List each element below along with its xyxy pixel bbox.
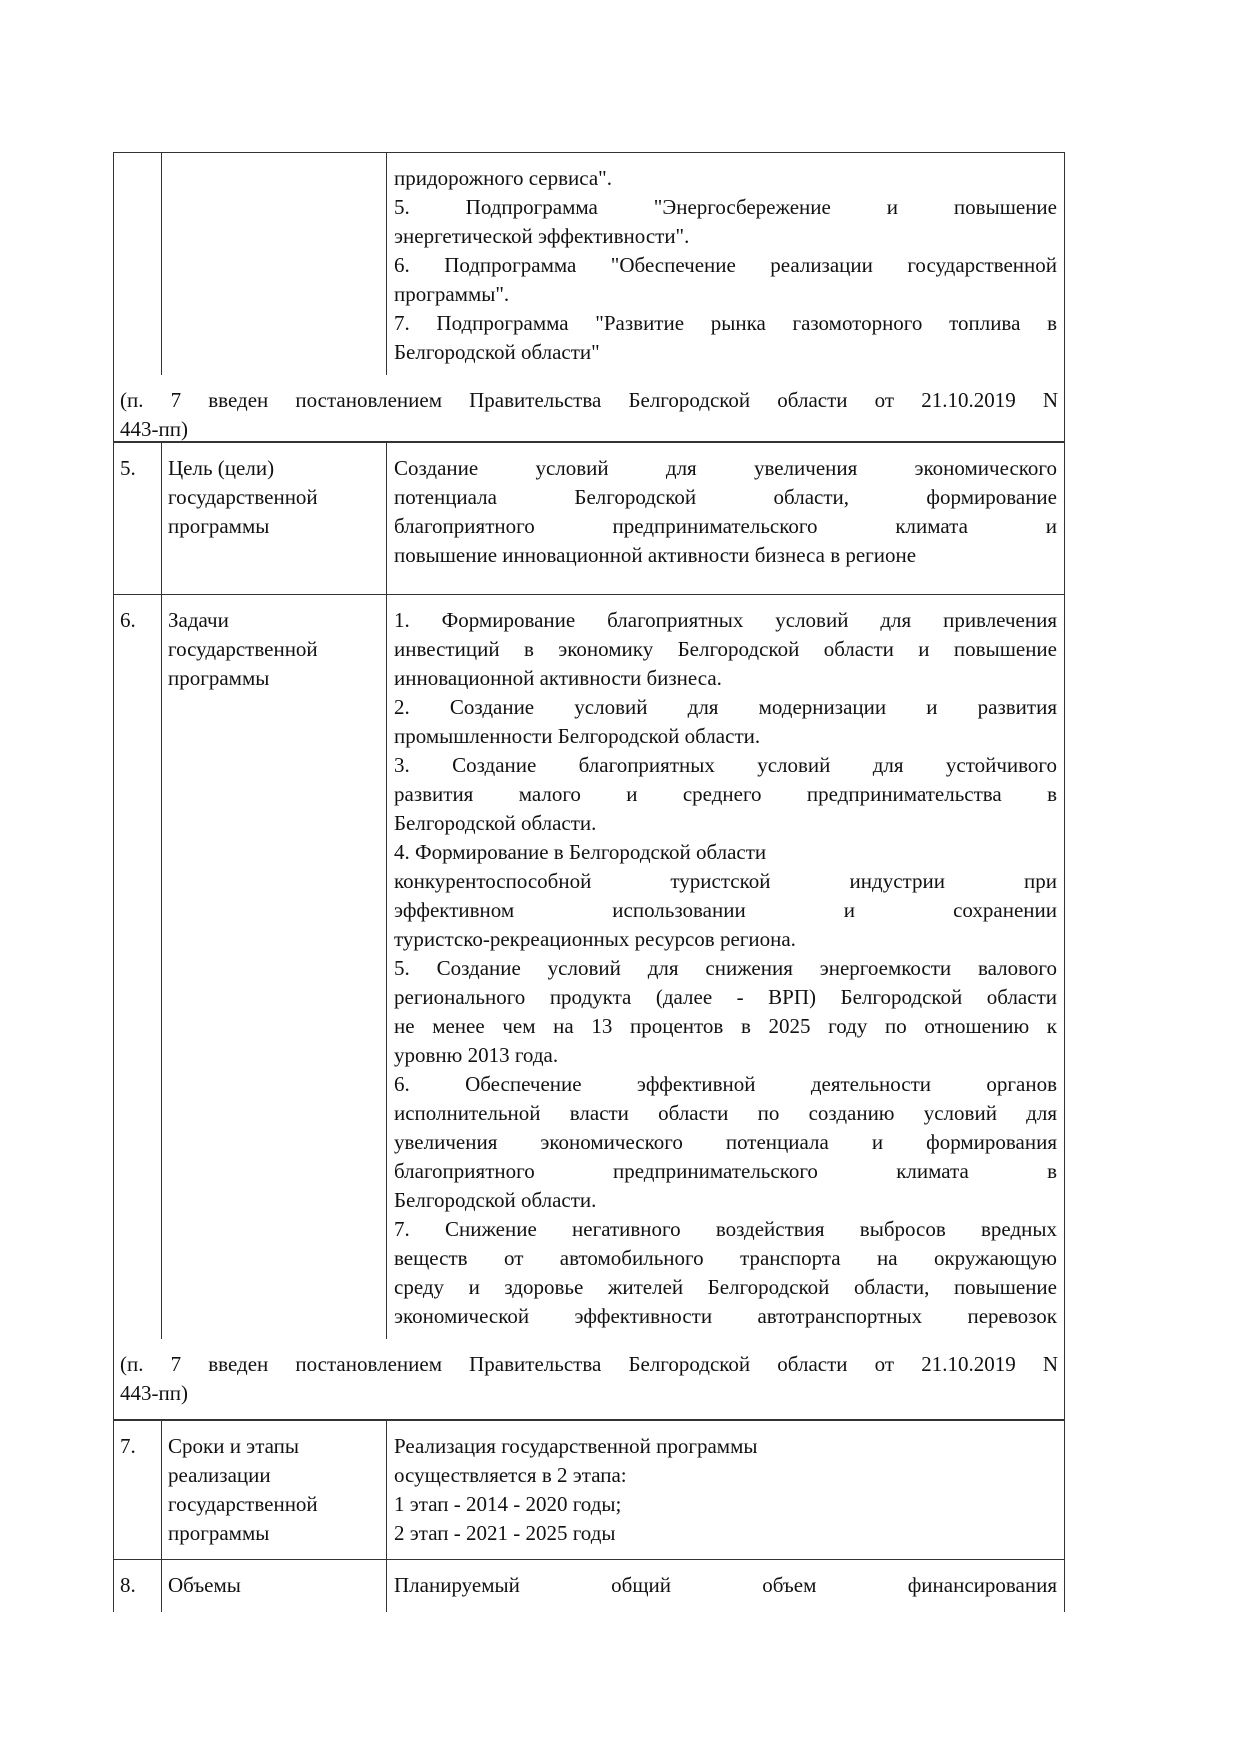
content-line: 2 этап - 2021 - 2025 годы: [394, 1521, 616, 1545]
content-line: Белгородской области.: [394, 811, 597, 835]
content-line: Создание условий для увеличения экономического: [394, 456, 1057, 480]
content-line: конкурентоспособной туристской индустрии при: [394, 869, 1057, 893]
table-row: [113, 442, 1065, 594]
row-number: [114, 595, 161, 1339]
label-line: программы: [168, 666, 270, 690]
content-line: увеличения экономического потенциала и формирования: [394, 1130, 1057, 1154]
row-number-text: 5.: [120, 456, 136, 480]
content-line: придорожного сервиса".: [394, 166, 612, 190]
note-text: [114, 375, 1064, 444]
content-line: повышение инновационной активности бизнеса в регионе: [394, 543, 917, 567]
row-label: [161, 153, 386, 375]
row-number-text: 6.: [120, 608, 136, 632]
label-line: государственной: [168, 1492, 318, 1516]
content-line: энергетической эффективности".: [394, 224, 690, 248]
label-line: Задачи: [168, 608, 229, 632]
content-line: Планируемый общий объем финансирования: [394, 1573, 1057, 1597]
label-line: программы: [168, 514, 270, 538]
row-label: [161, 595, 386, 1339]
row-content: [386, 443, 1064, 594]
table-row: [113, 594, 1065, 1339]
row-number: [114, 153, 161, 375]
row-label: [161, 1560, 386, 1612]
row-number-text: 7.: [120, 1434, 136, 1458]
content-line: 1. Формирование благоприятных условий для привлечения: [394, 608, 1057, 632]
content-line: 6. Обеспечение эффективной деятельности органов: [394, 1072, 1057, 1096]
content-line: 4. Формирование в Белгородской области: [394, 840, 767, 864]
content-line: 5. Создание условий для снижения энергоемкости валового: [394, 956, 1057, 980]
content-line: 7. Подпрограмма "Развитие рынка газомоторного топлива в: [394, 311, 1057, 335]
content-line: исполнительной власти области по созданию условий для: [394, 1101, 1057, 1125]
table-row: [113, 1420, 1065, 1559]
content-line: потенциала Белгородской области, формирование: [394, 485, 1057, 509]
note-line: (п. 7 введен постановлением Правительства Белгородской области от 21.10.2019 N: [120, 1352, 1058, 1376]
table-row: [113, 1559, 1065, 1612]
content-line: 5. Подпрограмма "Энергосбережение и повышение: [394, 195, 1057, 219]
content-line: 7. Снижение негативного воздействия выбросов вредных: [394, 1217, 1057, 1241]
label-line: Сроки и этапы: [168, 1434, 300, 1458]
label-line: государственной: [168, 485, 318, 509]
content-line: 6. Подпрограмма "Обеспечение реализации государственной: [394, 253, 1057, 277]
content-line: благоприятного предпринимательского климата в: [394, 1159, 1057, 1183]
label-line: реализации: [168, 1463, 271, 1487]
content-line: Белгородской области": [394, 340, 600, 364]
content-line: благоприятного предпринимательского климата и: [394, 514, 1057, 538]
content-line: развития малого и среднего предпринимательства в: [394, 782, 1057, 806]
row-content: [386, 595, 1064, 1339]
content-line: среду и здоровье жителей Белгородской области, повышение: [394, 1275, 1057, 1299]
row-number: [114, 1421, 161, 1559]
document-table: [113, 152, 1065, 1612]
row-number-text: 8.: [120, 1573, 136, 1597]
table-row: [113, 152, 1065, 375]
content-line: Реализация государственной программы: [394, 1434, 758, 1458]
row-number-text: [120, 164, 161, 193]
row-label: [161, 1421, 386, 1559]
content-line: регионального продукта (далее - ВРП) Белгородской области: [394, 985, 1057, 1009]
row-number: [114, 443, 161, 594]
content-line: осуществляется в 2 этапа:: [394, 1463, 627, 1487]
label-line: программы: [168, 1521, 270, 1545]
note-text: [114, 1339, 1064, 1408]
content-line: программы".: [394, 282, 510, 306]
content-line: эффективном использовании и сохранении: [394, 898, 1057, 922]
content-line: инновационной активности бизнеса.: [394, 666, 722, 690]
content-line: 2. Создание условий для модернизации и развития: [394, 695, 1057, 719]
row-label: [161, 443, 386, 594]
label-line: Объемы: [168, 1573, 241, 1597]
content-line: Белгородской области.: [394, 1188, 597, 1212]
content-line: уровню 2013 года.: [394, 1043, 559, 1067]
amendment-note: [113, 1339, 1065, 1420]
row-content: [386, 153, 1064, 375]
content-line: туристско-рекреационных ресурсов региона.: [394, 927, 796, 951]
label-line: государственной: [168, 637, 318, 661]
content-line: веществ от автомобильного транспорта на окружающую: [394, 1246, 1057, 1270]
content-line: 1 этап - 2014 - 2020 годы;: [394, 1492, 622, 1516]
content-line: не менее чем на 13 процентов в 2025 году по отношению к: [394, 1014, 1057, 1038]
row-content: [386, 1560, 1064, 1612]
amendment-note: [113, 375, 1065, 442]
note-line: 443-пп): [120, 1381, 188, 1405]
content-line: 3. Создание благоприятных условий для устойчивого: [394, 753, 1057, 777]
row-content: [386, 1421, 1064, 1559]
row-number: [114, 1560, 161, 1612]
content-line: промышленности Белгородской области.: [394, 724, 761, 748]
note-line: 443-пп): [120, 417, 188, 441]
note-line: (п. 7 введен постановлением Правительства Белгородской области от 21.10.2019 N: [120, 388, 1058, 412]
label-line: Цель (цели): [168, 456, 275, 480]
content-line: инвестиций в экономику Белгородской области и повышение: [394, 637, 1057, 661]
content-line: экономической эффективности автотранспортных перевозок: [394, 1304, 1057, 1328]
